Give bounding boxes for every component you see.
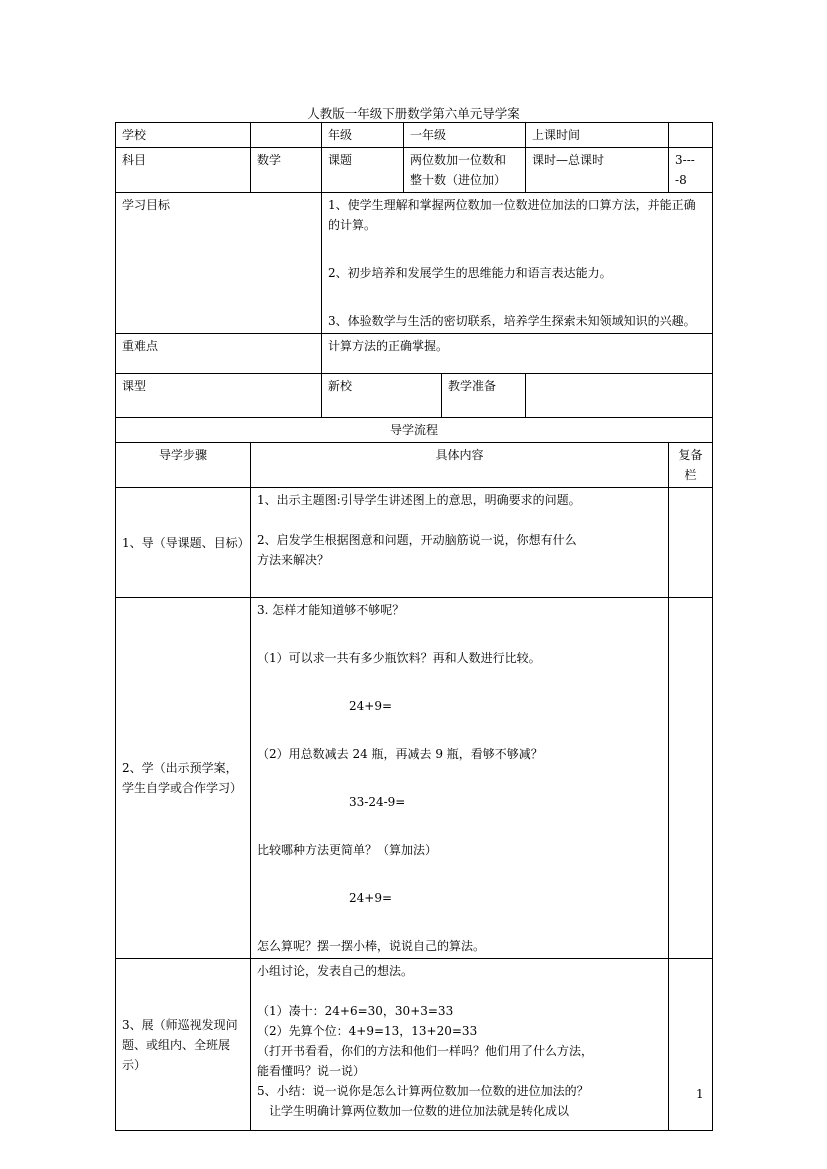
lesson-count-value: 3----8 — [669, 148, 713, 193]
topic-value — [404, 148, 526, 193]
col-notes-header: 复备栏 — [669, 443, 713, 488]
step-3-content — [251, 959, 669, 1131]
lesson-type-label: 课型 — [116, 374, 322, 418]
step-2-line-6: 比较哪种方法更简单？（算加法） — [257, 843, 438, 857]
step-2-label-line-2: 学生自学或合作学习） — [122, 781, 243, 795]
goals-row — [116, 193, 713, 334]
lesson-type-value: 新校 — [322, 374, 442, 418]
grade-label: 年级 — [322, 123, 404, 148]
goal-item-1: 1、使学生理解和掌握两位数加一位数进位加法的口算方法，并能正确的计算。 — [328, 198, 696, 232]
step-3-label — [116, 959, 251, 1131]
grade-value: 一年级 — [404, 123, 526, 148]
flow-header-row — [116, 443, 713, 488]
step-1-row — [116, 488, 713, 598]
step-3-notes — [669, 959, 713, 1131]
lesson-count-label: 课时—总课时 — [526, 148, 669, 193]
step-2-label — [116, 598, 251, 959]
step-2-label-line-1: 2、学（出示预学案， — [122, 761, 238, 775]
key-points-label: 重难点 — [116, 334, 322, 374]
header-row-1 — [116, 123, 713, 148]
step-3-line-7: 让学生明确计算两位数加一位数的进位加法就是转化成以 — [257, 1104, 570, 1118]
topic-value-line-2: 整十数（进位加） — [410, 173, 507, 187]
step-2-line-5: 33-24-9= — [349, 795, 406, 809]
step-1-label: 1、导（导课题、目标） — [116, 488, 251, 598]
goals-content — [322, 193, 713, 334]
goal-item-2: 2、初步培养和发展学生的思维能力和语言表达能力。 — [328, 266, 612, 280]
step-1-line-3: 方法来解决？ — [257, 553, 330, 567]
step-2-line-3: 24+9= — [349, 699, 393, 713]
prep-value — [526, 374, 713, 418]
step-2-content — [251, 598, 669, 959]
step-2-line-2: （1）可以求一共有多少瓶饮料？再和人数进行比较。 — [257, 651, 541, 665]
header-row-2 — [116, 148, 713, 193]
step-2-line-4: （2）用总数减去 24 瓶，再减去 9 瓶，看够不够减？ — [257, 747, 543, 761]
step-3-label-line-1: 3、展（师巡视发现问 — [122, 1017, 238, 1032]
step-3-line-5: 能看懂吗？说一说） — [257, 1064, 366, 1078]
key-points-row — [116, 334, 713, 374]
step-3-line-3: （2）先算个位：4+9=13，13+20=33 — [257, 1024, 478, 1038]
page-number: 1 — [696, 1087, 704, 1101]
lesson-plan-table — [115, 122, 713, 1131]
prep-label: 教学准备 — [442, 374, 526, 418]
col-step-header: 导学步骤 — [116, 443, 251, 488]
step-3-line-6: 5、小结：说一说你是怎么计算两位数加一位数的进位加法的？ — [257, 1084, 589, 1098]
subject-label: 科目 — [116, 148, 251, 193]
step-2-notes — [669, 598, 713, 959]
lesson-type-row — [116, 374, 713, 418]
step-2-line-7: 24+9= — [349, 891, 393, 905]
class-time-value — [669, 123, 713, 148]
step-3-line-2: （1）凑十：24+6=30，30+3=33 — [257, 1004, 454, 1018]
flow-title: 导学流程 — [116, 418, 713, 443]
col-content-header: 具体内容 — [251, 443, 669, 488]
step-2-row — [116, 598, 713, 959]
document-title: 人教版一年级下册数学第六单元导学案 — [307, 106, 520, 121]
step-3-row — [116, 959, 713, 1131]
goal-item-3: 3、体验数学与生活的密切联系，培养学生探索未知领域知识的兴趣。 — [328, 314, 696, 328]
step-1-notes — [669, 488, 713, 598]
step-3-line-4: （打开书看看，你们的方法和他们一样吗？他们用了什么方法， — [257, 1044, 594, 1058]
class-time-label: 上课时间 — [526, 123, 669, 148]
topic-value-line-1: 两位数加一位数和 — [410, 153, 507, 167]
step-1-content — [251, 488, 669, 598]
school-label: 学校 — [116, 123, 251, 148]
step-1-line-1: 1、出示主题图:引导学生讲述图上的意思，明确要求的问题。 — [257, 493, 581, 507]
step-3-label-line-2: 题、或组内、全班展示） — [122, 1037, 231, 1072]
step-2-line-8: 怎么算呢？摆一摆小棒，说说自己的算法。 — [257, 939, 486, 953]
school-value — [251, 123, 322, 148]
subject-value: 数学 — [251, 148, 322, 193]
topic-label: 课题 — [322, 148, 404, 193]
goals-label: 学习目标 — [116, 193, 322, 334]
step-3-line-1: 小组讨论，发表自己的想法。 — [257, 964, 414, 978]
step-1-line-2: 2、启发学生根据图意和问题，开动脑筋说一说，你想有什么 — [257, 533, 577, 547]
step-2-line-1: 3. 怎样才能知道够不够呢？ — [257, 603, 405, 617]
key-points-value: 计算方法的正确掌握。 — [322, 334, 713, 374]
flow-title-row — [116, 418, 713, 443]
